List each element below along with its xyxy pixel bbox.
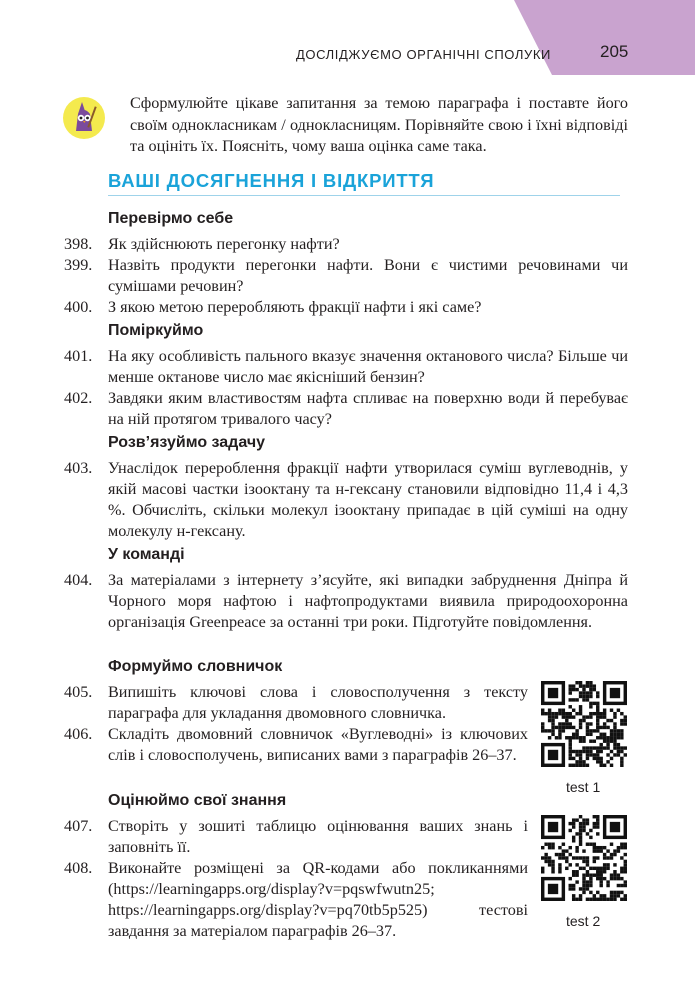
qr-label-test-1: test 1 bbox=[566, 779, 601, 795]
task-400 bbox=[64, 297, 628, 318]
section-divider bbox=[108, 195, 620, 196]
task-text: Виконайте розміщені за QR-кодами або покликаннями (https://learningapps.org/display?v=pqswfwutn25; https://learningapps.org/display?v=pq70tb5p525) тестові завдання за матеріалом параграфів 26–37. bbox=[108, 859, 528, 940]
task-text: Складіть двомовний словничок «Вуглеводні» із ключових слів і словосполучень, виписаних вами з параграфів 26–37. bbox=[108, 725, 528, 764]
subhead-check-yourself: Перевірмо себе bbox=[108, 210, 234, 227]
task-408 bbox=[64, 858, 528, 942]
task-text: З якою метою переробляють фракції нафти і які саме? bbox=[108, 298, 482, 316]
task-403 bbox=[64, 458, 628, 542]
header-tab-slant bbox=[514, 0, 552, 75]
intro-text: Сформулюйте цікаве запитання за темою параграфа і поставте його своїм однокласникам / однокласницям. Порівняйте свою і їхні відповіді та оцініть їх. Поясніть, чому ваша оцінка саме така. bbox=[130, 94, 628, 155]
task-text: Завдяки яким властивостям нафта спливає на поверхню води й перебуває на ній протягом тривалого часу? bbox=[108, 389, 628, 428]
owl-icon bbox=[62, 96, 106, 140]
task-text: За матеріалами з інтернету з’ясуйте, які випадки забруднення Дніпра й Чорного моря нафтою і нафтопродуктами виявила природоохоронна організація Greenpeace за останні три роки. Підготуйте повідомлення. bbox=[108, 571, 628, 631]
task-number: 402. bbox=[64, 389, 93, 407]
task-number: 406. bbox=[64, 725, 93, 743]
task-number: 405. bbox=[64, 683, 93, 701]
subhead-team: У команді bbox=[108, 546, 185, 563]
task-405 bbox=[64, 682, 528, 724]
task-text: Як здійснюють перегонку нафти? bbox=[108, 235, 340, 253]
task-number: 399. bbox=[64, 256, 93, 274]
task-number: 403. bbox=[64, 459, 93, 477]
qr-code-icon[interactable] bbox=[541, 815, 627, 901]
section-title: ВАШІ ДОСЯГНЕННЯ І ВІДКРИТТЯ bbox=[108, 170, 435, 191]
task-399 bbox=[64, 255, 628, 297]
subhead-glossary: Формуймо словничок bbox=[108, 658, 283, 675]
subhead-assess-knowledge: Оцінюймо свої знання bbox=[108, 792, 287, 809]
task-number: 408. bbox=[64, 859, 93, 877]
task-text: На яку особливість пального вказує значення октанового числа? Більше чи менше октанове число має якісніший бензин? bbox=[108, 347, 628, 386]
page-number: 205 bbox=[600, 42, 629, 61]
task-text: Унаслідок перероблення фракції нафти утворилася суміш вуглеводнів, у якій масові частки ізооктану та н-гексану становили відповідно 11,4 і 4,3 %. Обчисліть, скільки молекул ізооктану припадає в цій суміші на одну молекулу н-гексану. bbox=[108, 459, 628, 540]
task-number: 400. bbox=[64, 298, 93, 316]
qr-label-test-2: test 2 bbox=[566, 913, 601, 929]
header-tab bbox=[552, 0, 695, 75]
task-text: Назвіть продукти перегонки нафти. Вони є чистими речовинами чи сумішами речовин? bbox=[108, 256, 628, 295]
task-text: Випишіть ключові слова і словосполучення з тексту параграфа для укладання двомовного словничка. bbox=[108, 683, 528, 722]
task-401 bbox=[64, 346, 628, 388]
task-407 bbox=[64, 816, 528, 858]
qr-code-icon[interactable] bbox=[541, 681, 627, 767]
running-head: ДОСЛІДЖУЄМО ОРГАНІЧНІ СПОЛУКИ bbox=[296, 47, 551, 62]
task-406 bbox=[64, 724, 528, 766]
task-number: 407. bbox=[64, 817, 93, 835]
subhead-think: Поміркуймо bbox=[108, 322, 204, 339]
task-text: Створіть у зошиті таблицю оцінювання ваших знань і заповніть її. bbox=[108, 817, 528, 856]
task-398 bbox=[64, 234, 628, 255]
task-402 bbox=[64, 388, 628, 430]
subhead-solve-problem: Розв’язуймо задачу bbox=[108, 434, 266, 451]
task-number: 404. bbox=[64, 571, 93, 589]
task-404 bbox=[64, 570, 628, 633]
task-number: 401. bbox=[64, 347, 93, 365]
task-number: 398. bbox=[64, 235, 93, 253]
